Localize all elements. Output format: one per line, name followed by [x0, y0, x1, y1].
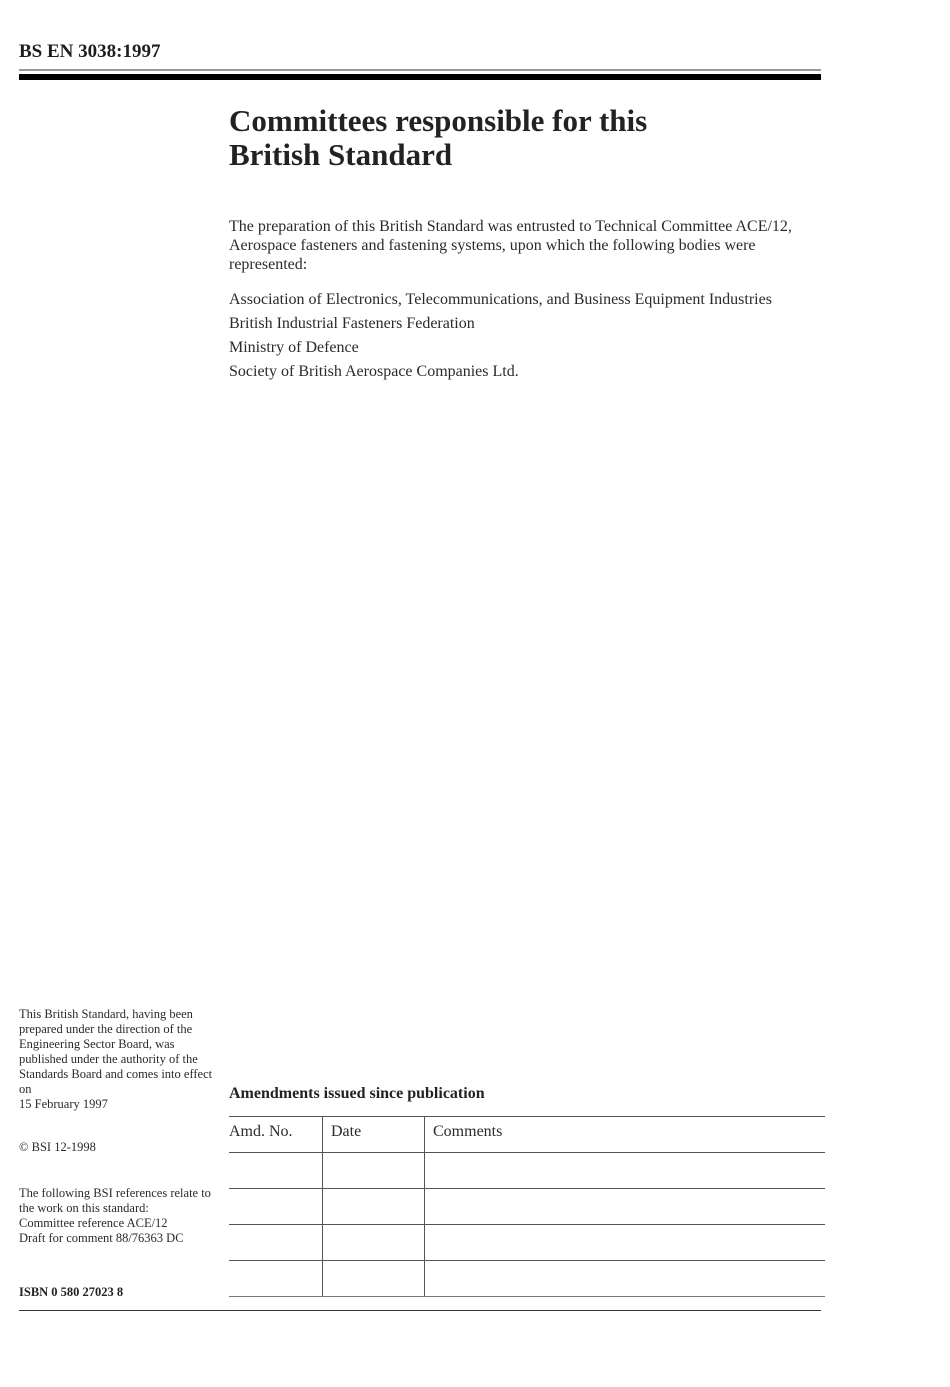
committee-reference: Committee reference ACE/12: [19, 1216, 168, 1230]
isbn: ISBN 0 580 27023 8: [19, 1285, 124, 1299]
publication-note-block: [19, 1007, 219, 1112]
page-title: [229, 104, 829, 172]
references-intro: The following BSI references relate to the work on this standard:: [19, 1186, 211, 1215]
cell-amd-no: [229, 1189, 323, 1225]
cell-comments: [425, 1261, 826, 1297]
header-rule-thick: [19, 74, 821, 80]
effective-date: 15 February 1997: [19, 1097, 108, 1111]
cell-amd-no: [229, 1261, 323, 1297]
draft-reference: Draft for comment 88/76363 DC: [19, 1231, 184, 1245]
list-item: British Industrial Fasteners Federation: [229, 315, 475, 332]
table-row: [229, 1189, 825, 1225]
cell-amd-no: [229, 1153, 323, 1189]
footer-rule: [19, 1310, 821, 1311]
cell-date: [323, 1153, 425, 1189]
list-item: Ministry of Defence: [229, 339, 359, 356]
list-item: Association of Electronics, Telecommunications, and Business Equipment Industries: [229, 291, 772, 308]
title-line-2: British Standard: [229, 137, 453, 172]
document-id: BS EN 3038:1997: [19, 41, 161, 62]
cell-date: [323, 1261, 425, 1297]
column-header-comments: Comments: [425, 1117, 826, 1153]
cell-comments: [425, 1189, 826, 1225]
table-row: [229, 1153, 825, 1189]
intro-paragraph: The preparation of this British Standard was entrusted to Technical Committee ACE/12, Aerospace fasteners and fastening systems, upon which the following bodies were represented:: [229, 218, 792, 273]
table-row: [229, 1225, 825, 1261]
column-header-amd-no: Amd. No.: [229, 1117, 323, 1153]
title-line-1: Committees responsible for this: [229, 103, 648, 138]
amendments-table: [229, 1116, 825, 1297]
publication-note: This British Standard, having been prepared under the direction of the Engineering Sector Board, was published under the authority of the Standards Board and comes into effect on: [19, 1007, 213, 1096]
amendments-title: Amendments issued since publication: [229, 1085, 485, 1102]
column-header-date: Date: [323, 1117, 425, 1153]
cell-date: [323, 1189, 425, 1225]
list-item: Society of British Aerospace Companies Ltd.: [229, 363, 519, 380]
copyright: © BSI 12-1998: [19, 1140, 96, 1154]
cell-comments: [425, 1225, 826, 1261]
table-row: [229, 1261, 825, 1297]
table-header-row: [229, 1117, 825, 1153]
cell-date: [323, 1225, 425, 1261]
represented-bodies-list: [229, 290, 829, 386]
cell-amd-no: [229, 1225, 323, 1261]
header-rule-thin: [19, 69, 821, 71]
cell-comments: [425, 1153, 826, 1189]
references-block: [19, 1186, 219, 1246]
